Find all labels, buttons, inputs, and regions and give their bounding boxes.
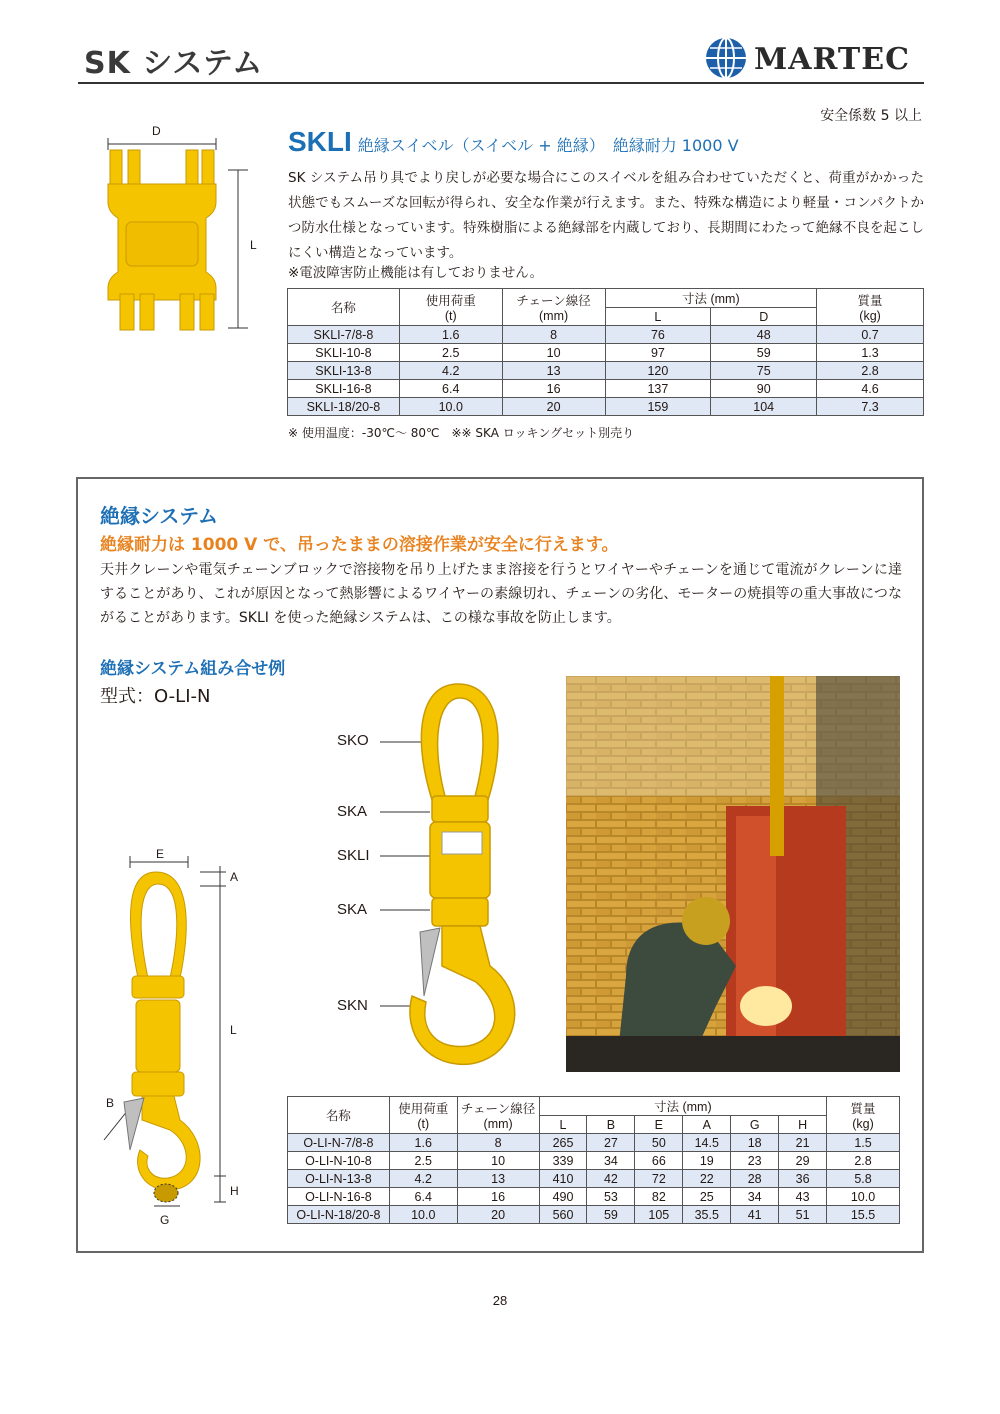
table-cell: 265 [539,1134,587,1152]
table-cell: 13 [502,362,605,380]
dim-label-e: E [156,847,165,861]
labelled-assembly-diagram [380,676,530,1072]
table-cell: 48 [711,326,817,344]
col-name: 名称 [288,289,400,326]
col-g: G [731,1116,779,1134]
col-load: 使用荷重 (t) [389,1097,457,1134]
system-subtitle: 絶縁耐力は 1000 V で、吊ったままの溶接作業が安全に行えます。 [100,535,619,555]
part-label-skli: SKLI [337,847,370,864]
table-cell: 59 [587,1206,635,1224]
table-row [288,1206,900,1224]
table-cell: 137 [605,380,711,398]
welding-photo [566,676,900,1072]
dim-label-l: L [250,238,257,252]
skli-table-body [288,326,924,416]
table-cell: SKLI-16-8 [288,380,400,398]
table-cell: 4.2 [389,1170,457,1188]
table-cell: 25 [683,1188,731,1206]
skli-swivel-diagram [96,122,276,342]
table-cell: 97 [605,344,711,362]
table-cell: 2.8 [817,362,924,380]
part-label-ska-lower: SKA [337,901,368,918]
skli-note: ※電波障害防止機能は有しておりません。 [288,265,544,281]
martec-logo [704,36,914,84]
table-cell: 490 [539,1188,587,1206]
dim-label-l2: L [230,1023,237,1037]
table-cell: O-LI-N-18/20-8 [288,1206,390,1224]
table-cell: 21 [779,1134,827,1152]
table-row [288,1152,900,1170]
table-cell: 18 [731,1134,779,1152]
o-li-n-table-body [288,1134,900,1224]
table-cell: 13 [457,1170,539,1188]
table-cell: 560 [539,1206,587,1224]
table-cell: 4.6 [817,380,924,398]
table-cell: 2.5 [389,1152,457,1170]
table-cell: 72 [635,1170,683,1188]
skli-heading-text: 絶縁スイベル（スイベル + 絶縁） 絶縁耐力 1000 V [357,136,739,155]
part-label-skn: SKN [337,997,368,1014]
table-cell: 5.8 [827,1170,900,1188]
table-cell: 159 [605,398,711,416]
table-cell: SKLI-13-8 [288,362,400,380]
col-e: E [635,1116,683,1134]
table-cell: O-LI-N-7/8-8 [288,1134,390,1152]
table-row [288,380,924,398]
model-number: 型式：O-LI-N [100,686,211,707]
table-cell: 34 [587,1152,635,1170]
table-cell: 53 [587,1188,635,1206]
table-cell: O-LI-N-16-8 [288,1188,390,1206]
table-row [288,344,924,362]
table-cell: 10 [457,1152,539,1170]
table-cell: 34 [731,1188,779,1206]
table-row [288,1170,900,1188]
table-cell: 19 [683,1152,731,1170]
table-cell: 43 [779,1188,827,1206]
globe-icon [704,36,748,80]
col-chain: チェーン線径 (mm) [502,289,605,326]
table-cell: 2.5 [399,344,502,362]
table-cell: 50 [635,1134,683,1152]
table-cell: SKLI-18/20-8 [288,398,400,416]
table-cell: 29 [779,1152,827,1170]
dim-label-b: B [106,1096,115,1110]
dim-label-d: D [152,124,161,138]
page-number: 28 [492,1293,508,1308]
dim-label-g: G [160,1213,170,1227]
combo-title: 絶縁システム組み合せ例 [100,659,286,679]
table-cell: 339 [539,1152,587,1170]
table-cell: 59 [711,344,817,362]
skli-heading [288,126,739,158]
table-cell: 20 [502,398,605,416]
col-d: D [711,308,817,326]
table-cell: 20 [457,1206,539,1224]
col-mass: 質量 (kg) [827,1097,900,1134]
logo-text: MARTEC [754,42,910,77]
table-cell: 66 [635,1152,683,1170]
table-cell: 1.3 [817,344,924,362]
col-a: A [683,1116,731,1134]
table-cell: 8 [502,326,605,344]
part-label-ska-upper: SKA [337,803,368,820]
table-row [288,1188,900,1206]
col-b: B [587,1116,635,1134]
table-cell: 36 [779,1170,827,1188]
col-mass: 質量 (kg) [817,289,924,326]
table-cell: 23 [731,1152,779,1170]
table-cell: O-LI-N-10-8 [288,1152,390,1170]
col-chain: チェーン線径 (mm) [457,1097,539,1134]
table-cell: 105 [635,1206,683,1224]
page-title: SK システム [84,46,264,81]
table-cell: 90 [711,380,817,398]
table-cell: SKLI-7/8-8 [288,326,400,344]
table-cell: 27 [587,1134,635,1152]
table-cell: 6.4 [399,380,502,398]
table-cell: 82 [635,1188,683,1206]
table-cell: SKLI-10-8 [288,344,400,362]
skli-code: SKLI [288,126,352,157]
table-cell: 4.2 [399,362,502,380]
table-row [288,1134,900,1152]
table-cell: O-LI-N-13-8 [288,1170,390,1188]
col-l: L [605,308,711,326]
table-cell: 28 [731,1170,779,1188]
table-cell: 16 [502,380,605,398]
safety-factor-note: 安全係数 5 以上 [820,108,922,124]
table-cell: 120 [605,362,711,380]
table-cell: 0.7 [817,326,924,344]
table-cell: 410 [539,1170,587,1188]
table-row [288,362,924,380]
system-title: 絶縁システム [100,504,218,528]
table-cell: 10.0 [827,1188,900,1206]
table-cell: 14.5 [683,1134,731,1152]
table-cell: 75 [711,362,817,380]
table-cell: 16 [457,1188,539,1206]
col-load: 使用荷重 (t) [399,289,502,326]
table-cell: 41 [731,1206,779,1224]
o-li-n-spec-table [287,1096,900,1224]
table-row [288,326,924,344]
table-cell: 2.8 [827,1152,900,1170]
assembly-dimension-diagram [96,850,256,1230]
table-cell: 10 [502,344,605,362]
col-dims: 寸法 (mm) [539,1097,827,1116]
table-cell: 1.6 [389,1134,457,1152]
col-h: H [779,1116,827,1134]
table-cell: 42 [587,1170,635,1188]
col-dims: 寸法 (mm) [605,289,817,308]
table-cell: 22 [683,1170,731,1188]
table-cell: 35.5 [683,1206,731,1224]
table-cell: 7.3 [817,398,924,416]
table-cell: 10.0 [389,1206,457,1224]
col-l: L [539,1116,587,1134]
table-cell: 10.0 [399,398,502,416]
header-divider [78,82,924,84]
table-cell: 1.6 [399,326,502,344]
part-label-sko: SKO [337,732,369,749]
dim-label-a: A [230,870,239,884]
col-name: 名称 [288,1097,390,1134]
table-cell: 6.4 [389,1188,457,1206]
table-cell: 8 [457,1134,539,1152]
system-description: 天井クレーンや電気チェーンブロックで溶接物を吊り上げたまま溶接を行うとワイヤーやチェーンを通じて電流がクレーンに達することがあり、これが原因となって熱影響によるワイヤーの素線切れ、チェーンの劣化、モーターの焼損等の重大事故につながることがあります。SKLI を使った絶縁システムは、この様な事故を防止します。 [100,562,902,626]
skli-footnote: ※ 使用温度：-30℃～ 80℃ ※※ SKA ロッキングセット別売り [288,426,635,440]
table-cell: 76 [605,326,711,344]
skli-description: SK システム吊り具でより戻しが必要な場合にこのスイベルを組み合わせていただくと、荷重がかかった状態でもスムーズな回転が得られ、安全な作業が行えます。また、特殊な構造により軽量・コンパクトかつ防水仕様となっています。特殊樹脂による絶縁部を内蔵しており、長期間にわたって絶縁不良を起こしにくい構造となっています。 [288,170,924,261]
table-cell: 1.5 [827,1134,900,1152]
table-cell: 104 [711,398,817,416]
table-cell: 15.5 [827,1206,900,1224]
skli-spec-table [287,288,924,416]
dim-label-h: H [230,1184,239,1198]
table-row [288,398,924,416]
table-cell: 51 [779,1206,827,1224]
